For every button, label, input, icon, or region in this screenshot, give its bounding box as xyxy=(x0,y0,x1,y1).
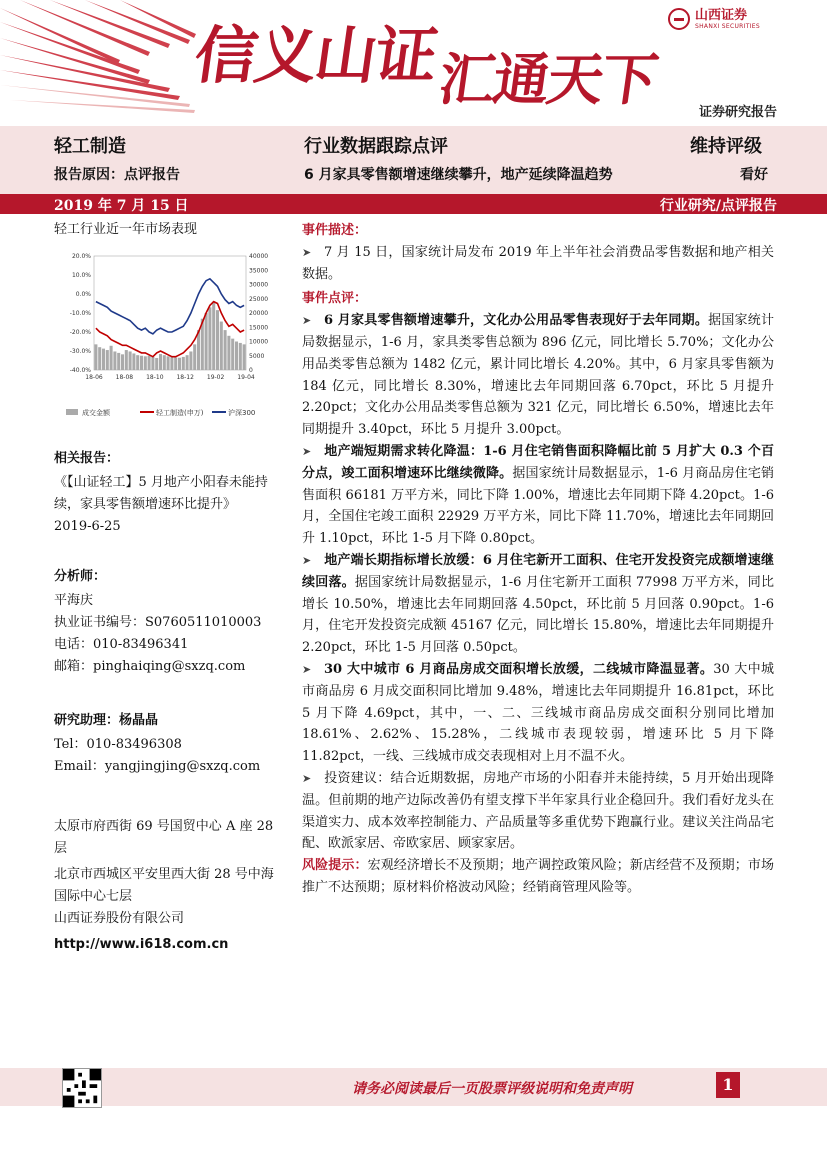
analyst-heading: 分析师： xyxy=(54,569,107,584)
bullet-arrow-icon: ➤ xyxy=(302,553,312,567)
volume-bar xyxy=(163,355,166,370)
y-right-tick-label: 20000 xyxy=(249,310,269,317)
event-text: 7 月 15 日，国家统计局发布 2019 年上半年社会消费品零售数据和地产相关数据。 xyxy=(302,244,774,282)
y-right-tick-label: 25000 xyxy=(249,295,269,303)
date-bar xyxy=(0,194,827,214)
y-right-tick-label: 5000 xyxy=(249,352,265,360)
point-2 xyxy=(302,441,774,550)
point-4 xyxy=(302,659,774,768)
analyst-license: 执业证书编号：S0760511010003 xyxy=(54,615,262,630)
y-left-tick-label: -10.0% xyxy=(69,310,91,317)
volume-bar xyxy=(193,344,196,370)
report-date: 2019 年 7 月 15 日 xyxy=(54,198,189,214)
volume-bar xyxy=(186,355,189,370)
y-left-tick-label: 10.0% xyxy=(71,272,91,279)
volume-bar xyxy=(98,347,101,370)
volume-bar xyxy=(243,344,246,370)
market-section xyxy=(54,218,286,417)
y-left-tick-label: 20.0% xyxy=(71,253,91,260)
volume-bar xyxy=(220,322,223,370)
bullet-arrow-icon: ➤ xyxy=(302,245,312,259)
volume-bar xyxy=(132,353,135,370)
point-1-text: 据国家统计局数据显示，1-6 月，家具类零售总额为 896 亿元，同比增长 5.70%；文化办公用品类零售总额为 1482 亿元，累计同比增长 4.20%。其中，6 月家具零售额为 184 亿元，同比增长 8.30%，增速比去年同期回落 6.70pct，环比 5 月提升 2.20pct；文化办公用品类零售总额为 321 亿元，同比增长 6.50%，增速比去年同期提升 3.40pct，环比 5 月提升 3.00pct。 xyxy=(302,313,774,438)
event-paragraph xyxy=(302,242,774,286)
x-tick-label: 19-02 xyxy=(206,374,225,381)
sector-name: 轻工制造 xyxy=(54,136,126,157)
volume-bar xyxy=(113,351,116,370)
risk-label: 风险提示： xyxy=(302,858,368,874)
y-right-tick-label: 10000 xyxy=(249,338,269,346)
volume-bar xyxy=(227,336,230,370)
assistant-phone: Tel：010-83496308 xyxy=(54,737,182,752)
analyst-email[interactable]: 邮箱：pinghaiqing@sxzq.com xyxy=(54,659,246,674)
y-left-tick-label: 0.0% xyxy=(75,291,91,298)
y-right-tick-label: 0 xyxy=(249,367,253,374)
volume-bar xyxy=(148,356,151,370)
point-4-text: 30 大中城市商品房 6 月成交面积同比增加 9.48%，增速比去年同期提升 16.81pct，环比 5 月下降 4.69pct，其中，一、二、三线城市商品房成交面积分别同比增加 18.61%、2.62%、15.28%，二线城市表现较弱，增速环比 5 月下降 11.82pct，一线、三线城市成交表现相对上月不温不火。 xyxy=(302,661,774,765)
volume-bar xyxy=(212,302,215,370)
assistant-heading: 研究助理：杨晶晶 xyxy=(54,713,159,728)
assistant-email[interactable]: Email：yangjingjing@sxzq.com xyxy=(54,759,261,774)
report-header xyxy=(0,126,827,194)
volume-bar xyxy=(155,358,158,370)
point-4-title: 30 大中城市 6 月商品房成交面积增长放缓，二线城市降温显著。 xyxy=(324,661,714,677)
point-3-title: 地产端长期指标增长放缓：6 月住宅新开工面积、住宅开发投资完成额增速继续回落。 xyxy=(302,552,774,590)
analyst-phone: 电话：010-83496341 xyxy=(54,637,189,652)
comment-heading: 事件点评： xyxy=(302,291,368,307)
rating-label: 维持评级 xyxy=(690,136,762,157)
banner xyxy=(0,0,827,126)
volume-bar xyxy=(189,351,192,370)
volume-bar xyxy=(102,349,105,370)
point-3 xyxy=(302,550,774,659)
analyst-info xyxy=(54,566,286,678)
volume-bar xyxy=(136,355,139,370)
volume-bar xyxy=(231,339,234,370)
market-chart xyxy=(54,238,286,428)
volume-bar xyxy=(151,357,154,370)
risk-text: 宏观经济增长不及预期；地产调控政策风险；新店经营不及预期；市场推广不达预期；原材料价格波动风险；经销商管理风险等。 xyxy=(302,858,774,895)
volume-bar xyxy=(224,330,227,370)
volume-bar xyxy=(208,307,211,370)
rating-value: 看好 xyxy=(740,167,768,183)
volume-bar xyxy=(129,351,132,370)
company-logo xyxy=(668,8,760,30)
volume-bar xyxy=(159,354,162,370)
volume-bar xyxy=(121,354,124,370)
bullet-arrow-icon: ➤ xyxy=(302,444,312,458)
x-tick-label: 18-08 xyxy=(115,374,134,381)
slogan-part-b: 汇通天下 xyxy=(434,47,661,113)
report-type: 证券研究报告 xyxy=(698,105,777,120)
volume-bar xyxy=(170,357,173,370)
slogan-part-a: 信义山证 xyxy=(190,19,441,92)
logo-name: 山西证券 xyxy=(695,7,748,23)
related-reports xyxy=(54,448,286,538)
point-3-text: 据国家统计局数据显示，1-6 月住宅新开工面积 77998 万平方米，同比增长 10.50%，增速比去年同期回落 4.50pct，环比前 5 月回落 0.90pct。1-6 月，住宅开发投资完成额 45167 亿元，同比增长 15.80%，增速比去年同期提升 2.20pct，环比 1-5 月回落 0.50pct。 xyxy=(302,574,774,656)
y-right-tick-label: 40000 xyxy=(249,253,269,260)
point-2-text: 据国家统计局数据显示，1-6 月商品房住宅销售面积 66181 万平方米，同比下降 1.00%，增速比去年同期下降 4.20pct。1-6 月，全国住宅竣工面积 22929 万平方米，同比下降 11.70%，增速比去年同期回升 1.10pct，环比 1-5 月下降 0.80pct。 xyxy=(302,465,774,547)
volume-bar xyxy=(117,353,120,370)
volume-bar xyxy=(239,343,242,370)
volume-bar xyxy=(94,344,97,370)
volume-bar xyxy=(106,350,109,370)
point-1 xyxy=(302,310,774,441)
x-tick-label: 18-06 xyxy=(85,374,103,381)
y-right-tick-label: 30000 xyxy=(249,281,269,289)
address-block xyxy=(54,816,286,956)
legend-swatch xyxy=(66,409,78,415)
related-report-link[interactable]: 《【山证轻工】5 月地产小阳春未能持续，家具零售额增速环比提升》 xyxy=(54,475,268,512)
volume-bar xyxy=(197,330,200,370)
x-tick-label: 18-12 xyxy=(176,374,194,381)
related-heading: 相关报告： xyxy=(54,451,120,466)
address-beijing: 北京市西城区平安里西大街 28 号中海国际中心七层 xyxy=(54,867,274,904)
volume-bar xyxy=(110,346,113,370)
volume-bar xyxy=(125,350,128,370)
qr-code-icon xyxy=(62,1068,102,1108)
y-left-tick-label: -30.0% xyxy=(69,348,91,355)
volume-bar xyxy=(216,310,219,370)
point-5-text: 投资建议：结合近期数据，房地产市场的小阳春并未能持续，5 月开始出现降温。但前期的地产边际改善仍有望支撑下半年家具行业企稳回升。我们看好龙头在渠道实力、成本效率控制能力、产品质量等多重优势下跑赢行业。建议关注尚品宅配、欧派家居、帝欧家居、顾家家居。 xyxy=(302,770,774,852)
company-url[interactable]: http://www.i618.com.cn xyxy=(54,937,229,952)
y-right-tick-label: 35000 xyxy=(249,267,269,275)
volume-bar xyxy=(167,356,170,370)
bullet-arrow-icon: ➤ xyxy=(302,662,312,676)
point-1-title: 6 月家具零售额增速攀升，文化办公用品零售表现好于去年同期。 xyxy=(324,313,709,329)
report-reason: 报告原因：点评报告 xyxy=(54,167,180,183)
y-left-tick-label: -40.0% xyxy=(69,367,91,374)
logo-name-en: SHANXI SECURITIES xyxy=(695,22,760,30)
assistant-info xyxy=(54,710,286,778)
address-taiyuan: 太原市府西街 69 号国贸中心 A 座 28 层 xyxy=(54,819,274,856)
legend-label: 成交金额 xyxy=(82,409,110,417)
company-name: 山西证券股份有限公司 xyxy=(54,911,185,926)
market-chart-title: 轻工行业近一年市场表现 xyxy=(54,222,198,237)
report-category: 行业研究/点评报告 xyxy=(659,198,777,214)
volume-bar xyxy=(178,358,181,370)
y-left-tick-label: -20.0% xyxy=(69,329,91,336)
x-tick-label: 18-10 xyxy=(146,374,164,381)
disclaimer-note: 请务必阅读最后一页股票评级说明和免责声明 xyxy=(352,1081,632,1097)
volume-bar xyxy=(144,356,147,370)
volume-bar xyxy=(235,342,238,371)
report-title: 行业数据跟踪点评 xyxy=(304,136,448,157)
page-number: 1 xyxy=(716,1072,740,1098)
volume-bar xyxy=(182,357,185,370)
volume-bar xyxy=(205,313,208,370)
event-heading: 事件描述： xyxy=(302,223,368,238)
analyst-name: 平海庆 xyxy=(54,593,94,608)
volume-bar xyxy=(174,357,177,370)
plot-frame xyxy=(94,256,246,370)
legend-label: 轻工制造(申万) xyxy=(156,409,204,417)
risk-paragraph xyxy=(302,855,774,899)
related-report-date: 2019-6-25 xyxy=(54,519,121,534)
logo-mark-icon xyxy=(668,8,690,30)
x-tick-label: 19-04 xyxy=(237,374,255,381)
headline: 6 月家具零售额增速继续攀升，地产延续降温趋势 xyxy=(304,167,613,183)
bullet-arrow-icon: ➤ xyxy=(302,771,312,785)
legend-label: 沪深300 xyxy=(228,409,256,417)
point-5 xyxy=(302,768,774,855)
point-2-title: 地产端短期需求转化降温：1-6 月住宅销售面积降幅比前 5 月扩大 0.3 个百分点，竣工面积增速环比继续微降。 xyxy=(302,443,774,481)
report-body xyxy=(302,220,774,899)
y-right-tick-label: 15000 xyxy=(249,324,269,332)
bullet-arrow-icon: ➤ xyxy=(302,314,312,328)
volume-bar xyxy=(140,356,143,370)
